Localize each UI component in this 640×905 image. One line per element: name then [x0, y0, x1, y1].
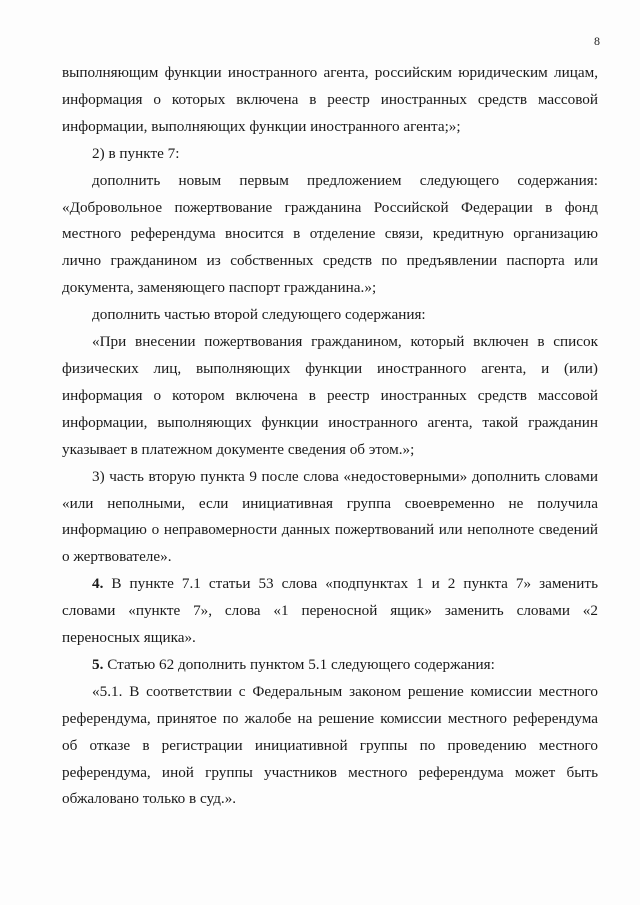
paragraph-item-4	[62, 571, 598, 652]
item-number: 4.	[92, 575, 104, 593]
page-number: 8	[594, 34, 600, 48]
paragraph-continuation: выполняющим функции иностранного агента, российским юридическим лицам, информация о которых включена в реестр иностранных средств массовой информации, выполняющих функции иностранного агента;»;	[62, 64, 598, 135]
paragraph-item-2: 2) в пункте 7:	[92, 144, 180, 162]
paragraph-quoted-5-1: «5.1. В соответствии с Федеральным законом решение комиссии местного референдума, принятое по жалобе на решение комиссии местного референдума об отказе в регистрации инициативной группы по проведению местного референдума, иной группы участников местного референдума может быть обжаловано только в суд.».	[62, 682, 598, 808]
paragraph-item-3: 3) часть вторую пункта 9 после слова «недостоверными» дополнить словами «или неполными, если инициативная группа своевременно не получила информацию о неправомерности данных пожертвований или неполноте сведений о жертвователе».	[62, 467, 598, 566]
paragraph-item-5	[62, 652, 598, 679]
paragraph-add-first-sentence: дополнить новым первым предложением следующего содержания: «Добровольное пожертвование гражданина Российской Федерации в фонд местного референдума вносится в отделение связи, кредитную организацию лично гражданином из собственных средств по предъявлении паспорта или документа, заменяющего паспорт гражданина.»;	[62, 171, 598, 297]
paragraph-quoted-second-part: «При внесении пожертвования гражданином, который включен в список физических лиц, выполняющих функции иностранного агента, и (или) информация о котором включена в реестр иностранных средств массовой информации, выполняющих функции иностранного агента, такой гражданин указывает в платежном документе сведения об этом.»;	[62, 333, 598, 458]
paragraph-add-second-part: дополнить частью второй следующего содержания:	[92, 306, 426, 324]
paragraph-text: Статью 62 дополнить пунктом 5.1 следующего содержания:	[103, 655, 495, 673]
paragraph-text: В пункте 7.1 статьи 53 слова «подпунктах 1 и 2 пункта 7» заменить словами «пункте 7», слова «1 переносной ящик» заменить словами «2 переносных ящика».	[62, 575, 598, 647]
item-number: 5.	[92, 655, 104, 673]
document-body	[62, 60, 598, 813]
